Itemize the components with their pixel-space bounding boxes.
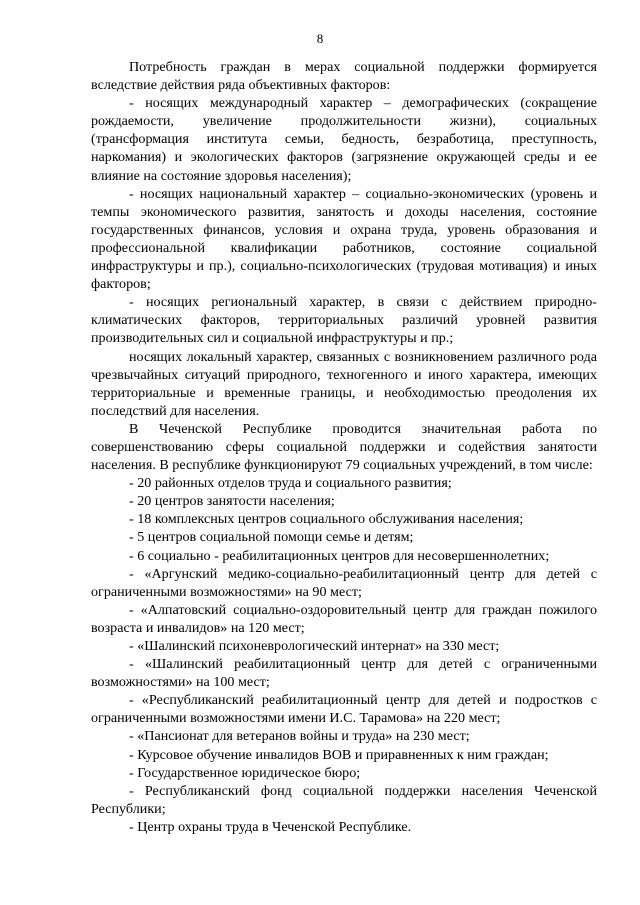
list-item: - «Аргунский медико-социально-реабилитационный центр для детей с ограниченными возможностями» на 90 мест; — [91, 565, 597, 600]
list-item: - «Шалинский психоневрологический интернат» на 330 мест; — [129, 638, 500, 654]
page-number: 8 — [316, 31, 324, 46]
factor-international: - носящих международный характер – демографических (сокращение рождаемости, увеличение продолжительности жизни), социальных (трансформация института семьи, бедность, безработица, преступность, наркомания) и экологических факторов (загрязнение окружающей среды и ее влияние на состояние здоровья населения); — [91, 95, 597, 184]
list-item: - Государственное юридическое бюро; — [129, 764, 361, 781]
list-item: - Центр охраны труда в Чеченской Республике. — [129, 818, 412, 835]
factor-regional: - носящих региональный характер, в связи с действием природно-климатических факторов, территориальных различий уровней развития производительных сил и социальной инфраструктуры и пр.; — [91, 294, 597, 347]
list-item: - 6 социально - реабилитационных центров для несовершеннолетних; — [129, 547, 550, 564]
factor-local: носящих локальный характер, связанных с возникновением различного рода чрезвычайных ситуаций природного, техногенного и иного характера, имеющих территориальные и временные границы, и необходимостью преодоления их последствий для населения. — [91, 348, 597, 419]
institutions-list — [91, 474, 597, 836]
factors-list — [91, 94, 597, 420]
list-item: - Курсовое обучение инвалидов ВОВ и приравненных к ним граждан; — [129, 746, 549, 763]
list-item: - «Республиканский реабилитационный центр для детей и подростков с ограниченными возможностями имени И.С. Тарамова» на 220 мест; — [91, 692, 597, 727]
document-body — [91, 58, 597, 836]
list-item: - Республиканский фонд социальной поддержки населения Чеченской Республики; — [91, 782, 597, 817]
list-item: - 5 центров социальной помощи семье и детям; — [129, 529, 414, 546]
factor-national: - носящих национальный характер – социально-экономических (уровень и темпы экономического развития, занятость и доходы населения, состояние государственных финансов, условия и охрана труда, уровень образования и профессиональной квалификации работников, состояние социальной инфраструктуры и пр.), социально-психологических (трудовая мотивация) и иных факторов; — [91, 185, 597, 293]
list-item: - 20 центров занятости населения; — [129, 493, 335, 510]
list-item: - «Пансионат для ветеранов войны и труда» на 230 мест; — [129, 728, 470, 745]
intro-paragraph: Потребность граждан в мерах социальной поддержки формируется вследствие действия ряда объективных факторов: — [91, 59, 597, 94]
list-item: - 20 районных отделов труда и социального развития; — [129, 475, 452, 492]
list-item: - 18 комплексных центров социального обслуживания населения; — [129, 511, 524, 528]
republic-paragraph: В Чеченской Республике проводится значительная работа по совершенствованию сферы социальной поддержки и содействия занятости населения. В республике функционируют 79 социальных учреждений, в том числе: — [91, 420, 597, 474]
list-item: - «Алпатовский социально-оздоровительный центр для граждан пожилого возраста и инвалидов» на 120 мест; — [91, 601, 597, 636]
list-item: - «Шалинский реабилитационный центр для детей с ограниченными возможностями» на 100 мест; — [91, 656, 597, 691]
